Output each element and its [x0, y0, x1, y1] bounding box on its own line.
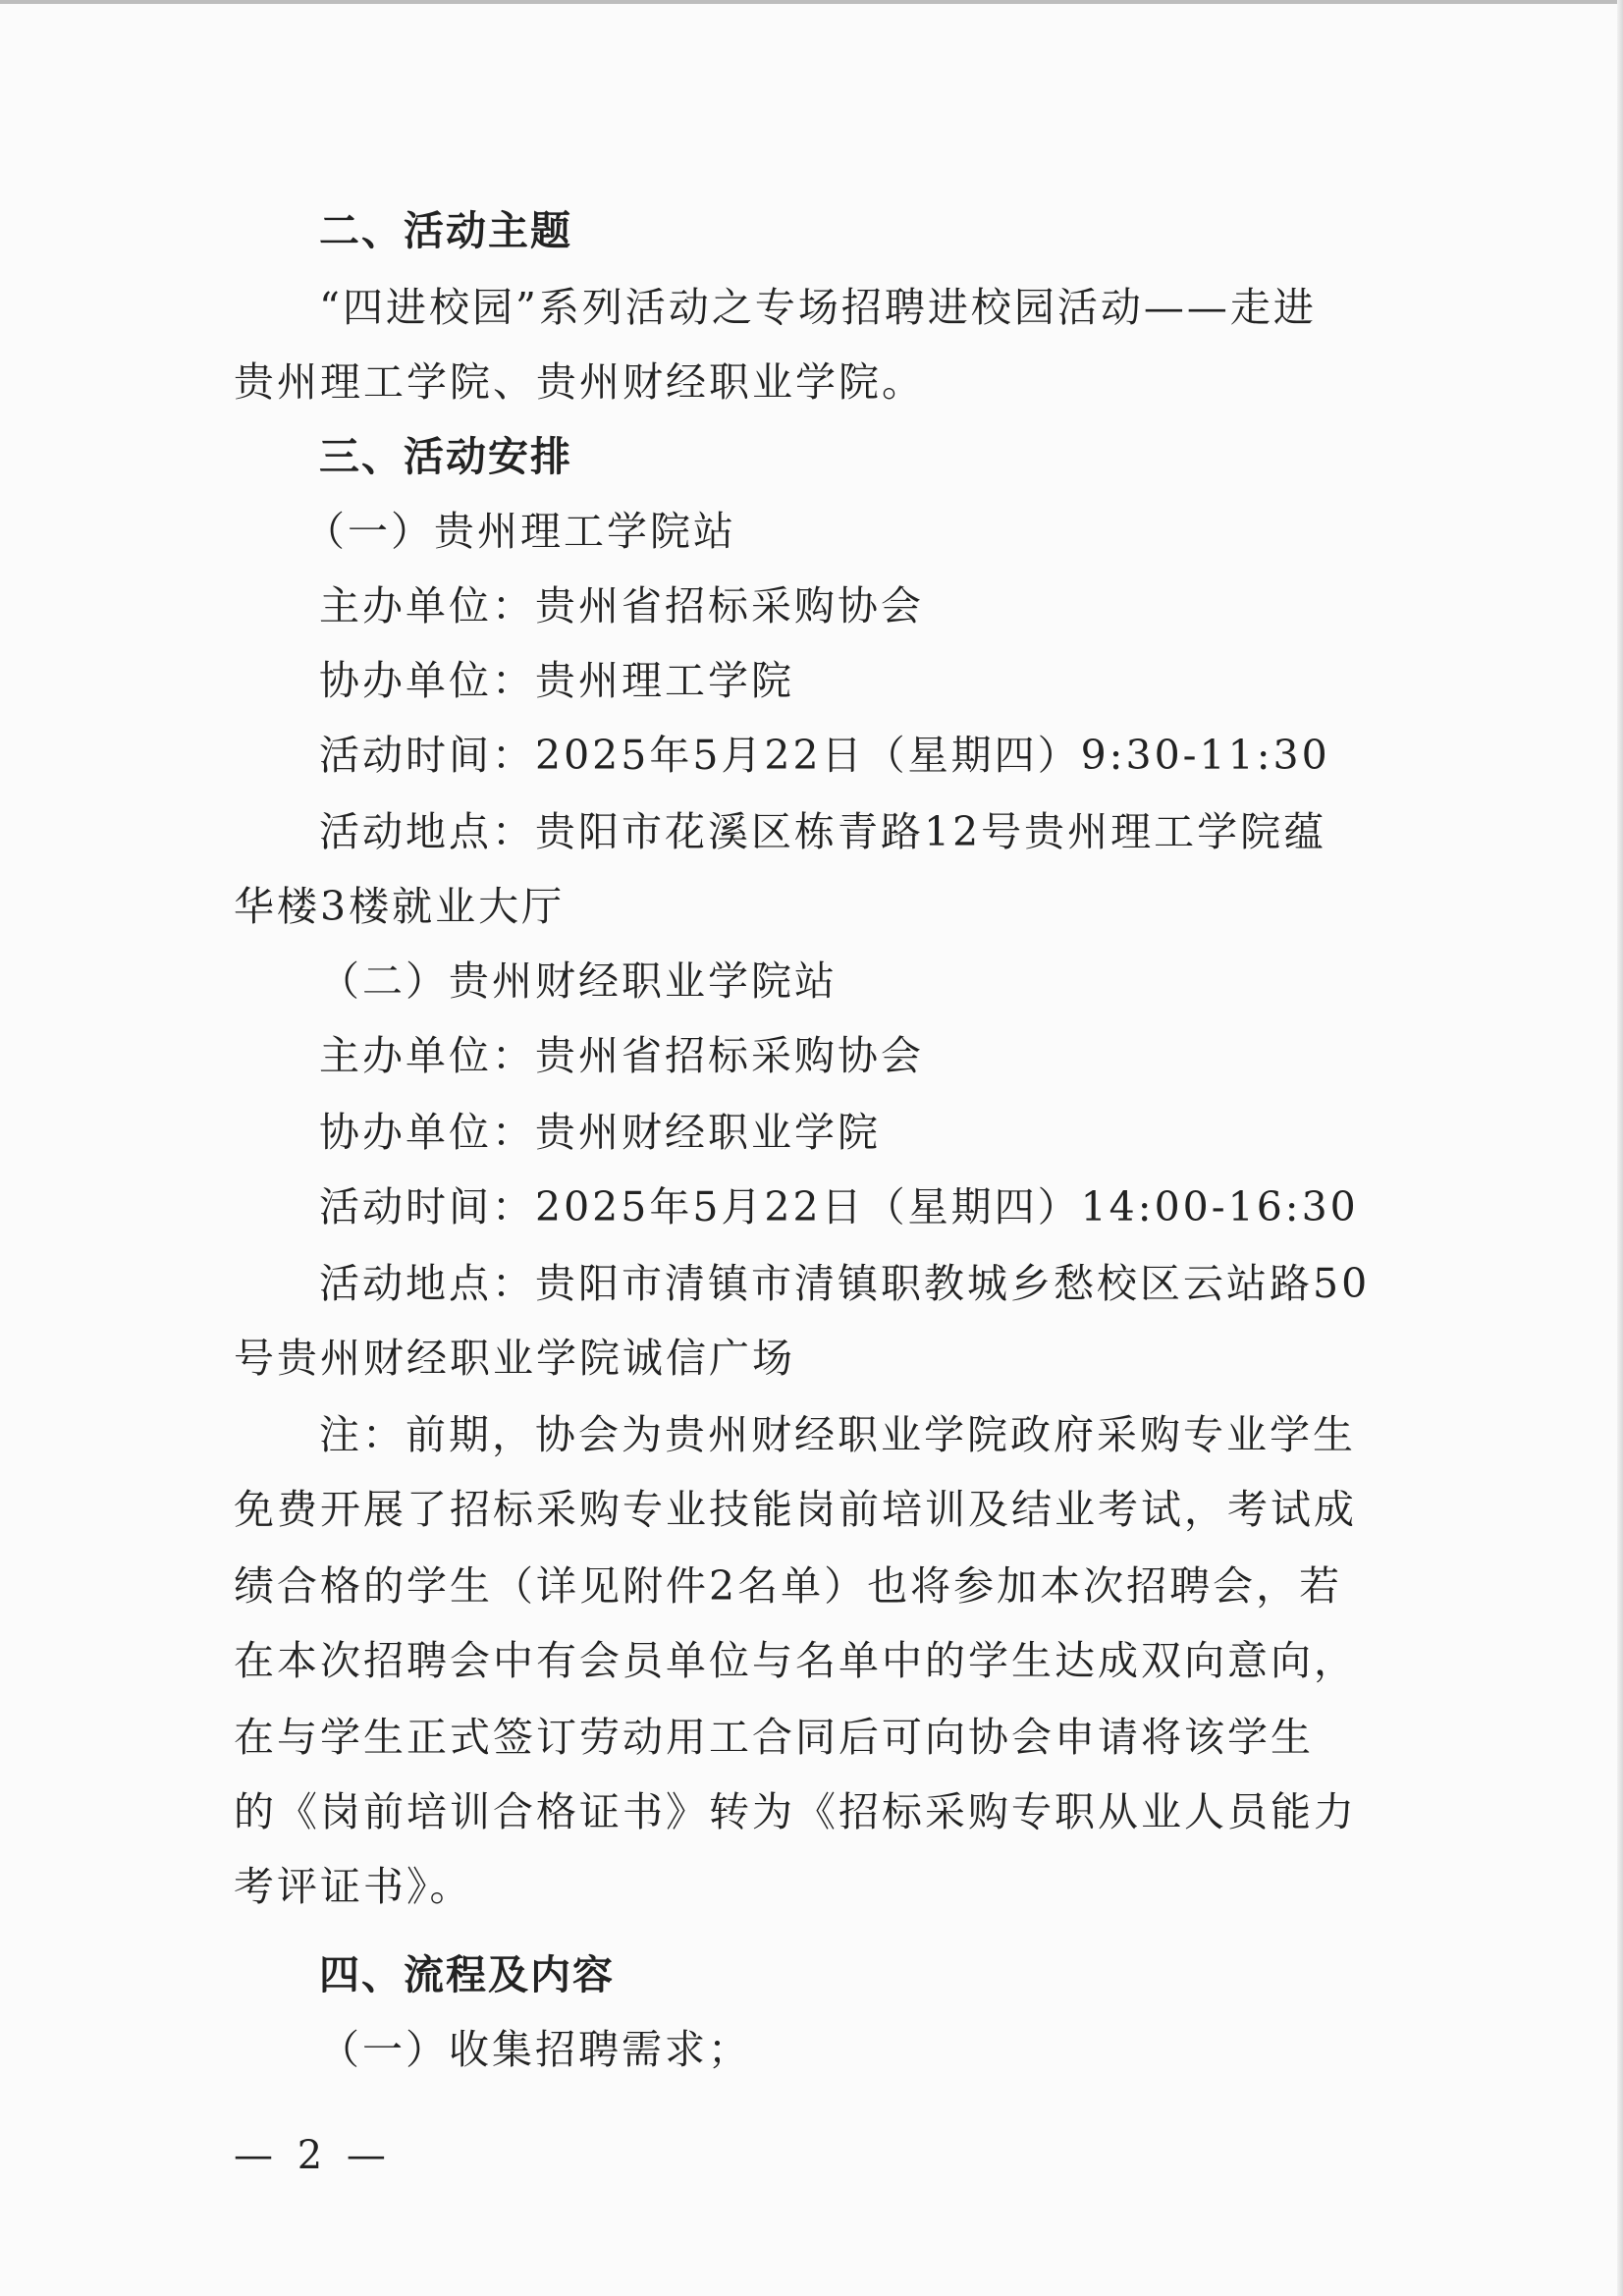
section-heading-process: 四、流程及内容 — [319, 1951, 615, 1998]
station-1-co-organizer: 协办单位：贵州理工学院 — [319, 657, 794, 704]
subsection-heading-station-2: （二）贵州财经职业学院站 — [319, 957, 838, 1005]
process-item-1: （一）收集招聘需求； — [319, 2026, 751, 2073]
section-heading-schedule: 三、活动安排 — [319, 433, 572, 480]
note-line-5: 在与学生正式签订劳动用工合同后可向协会申请将该学生 — [234, 1714, 1314, 1761]
station-2-location-line-2: 号贵州财经职业学院诚信广场 — [234, 1335, 795, 1382]
note-line-1: 注：前期，协会为贵州财经职业学院政府采购专业学生 — [319, 1411, 1356, 1458]
page-number: — 2 — — [234, 2133, 392, 2178]
theme-text-line-1: “四进校园”系列活动之专场招聘进校园活动——走进 — [319, 284, 1317, 331]
note-line-2: 免费开展了招标采购专业技能岗前培训及结业考试，考试成 — [234, 1486, 1357, 1533]
section-heading-theme: 二、活动主题 — [319, 207, 572, 254]
note-line-4: 在本次招聘会中有会员单位与名单中的学生达成双向意向， — [234, 1637, 1357, 1684]
station-1-organizer: 主办单位：贵州省招标采购协会 — [319, 582, 924, 629]
note-line-6: 的《岗前培训合格证书》转为《招标采购专职从业人员能力 — [234, 1788, 1357, 1835]
note-line-7: 考评证书》。 — [234, 1863, 473, 1910]
theme-text-line-2: 贵州理工学院、贵州财经职业学院。 — [234, 358, 925, 406]
station-1-location-line-1: 活动地点：贵阳市花溪区栋青路12号贵州理工学院蕴 — [319, 808, 1327, 855]
scan-edge-right — [1617, 0, 1623, 2296]
station-2-time: 活动时间：2025年5月22日（星期四）14:00-16:30 — [319, 1183, 1359, 1230]
station-2-organizer: 主办单位：贵州省招标采购协会 — [319, 1032, 924, 1079]
note-line-3: 绩合格的学生（详见附件2名单）也将参加本次招聘会，若 — [234, 1562, 1343, 1610]
station-1-time: 活动时间：2025年5月22日（星期四）9:30-11:30 — [319, 732, 1330, 779]
station-1-location-line-2: 华楼3楼就业大厅 — [234, 883, 566, 930]
scan-edge-top — [0, 0, 1623, 4]
subsection-heading-station-1: （一）贵州理工学院站 — [304, 508, 736, 555]
station-2-location-line-1: 活动地点：贵阳市清镇市清镇职教城乡愁校区云站路50 — [319, 1260, 1371, 1307]
station-2-co-organizer: 协办单位：贵州财经职业学院 — [319, 1109, 881, 1156]
